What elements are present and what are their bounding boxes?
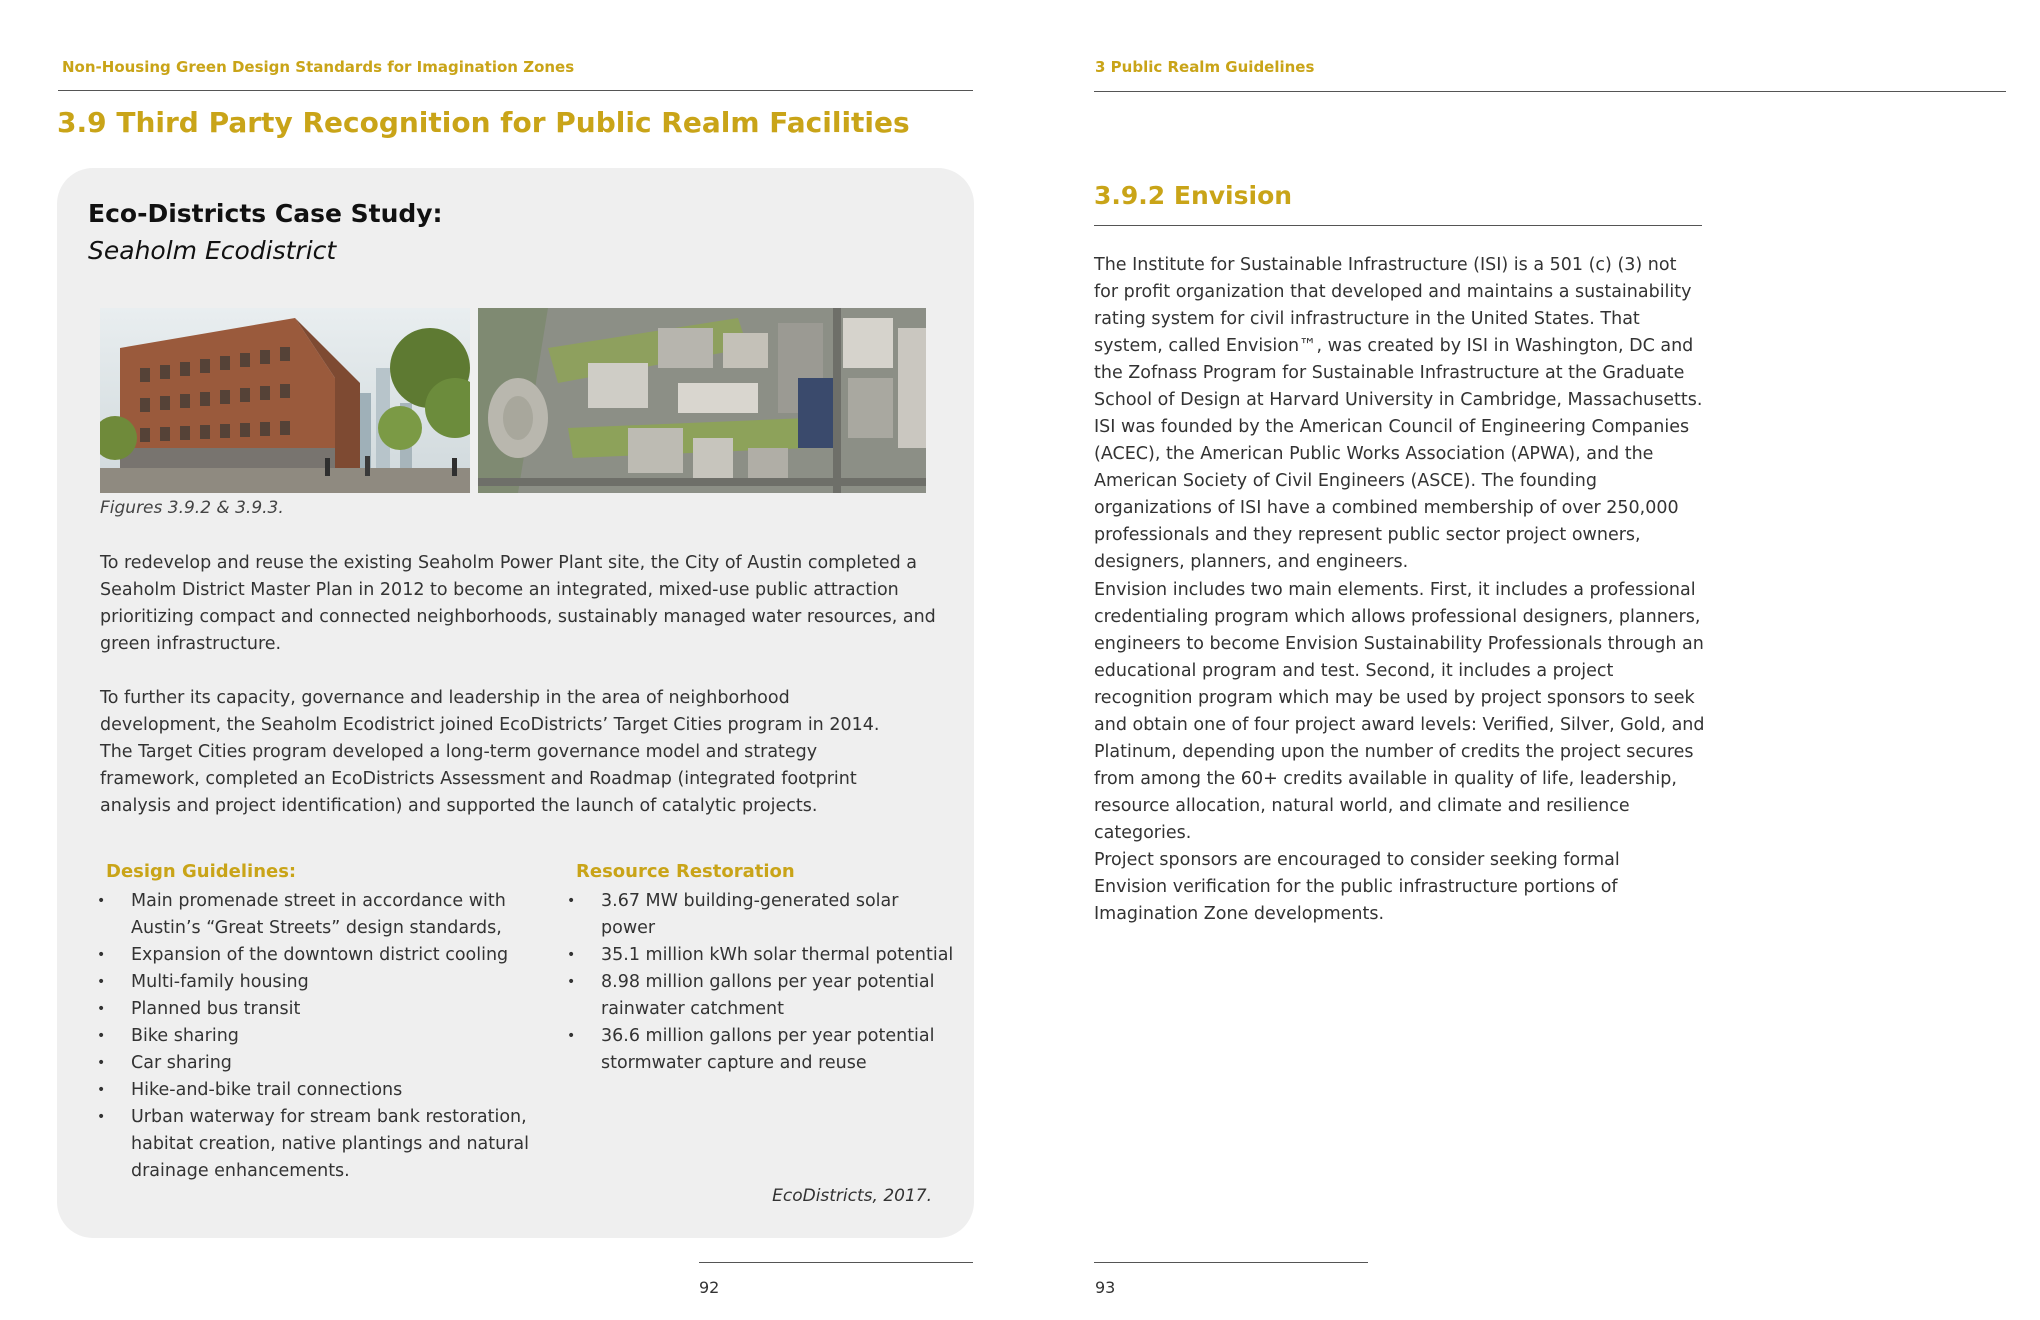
list-item: • Car sharing xyxy=(97,1050,537,1077)
source-credit: EcoDistricts, 2017. xyxy=(772,1186,932,1206)
seaholm-building-photo xyxy=(100,308,470,493)
left-footer-rule xyxy=(699,1262,973,1263)
design-guidelines-list xyxy=(97,888,537,1185)
list-item: • 8.98 million gallons per year potential rainwater catchment xyxy=(567,969,957,1023)
right-header-rule xyxy=(1094,91,2006,92)
case-study-paragraph-2: To further its capacity, governance and leadership in the area of neighborhood development, the Seaholm Ecodistrict joined EcoDistricts’ Target Cities program in 2014. The Target Cities program developed a long-term governance model and strategy framework, completed an EcoDistricts Assessment and Roadmap (integrated footprint analysis and project identification) and supported the launch of catalytic projects. xyxy=(100,688,880,816)
left-running-head: Non-Housing Green Design Standards for Imagination Zones xyxy=(62,58,575,76)
resource-restoration-heading: Resource Restoration xyxy=(576,861,795,882)
seaholm-aerial-photo xyxy=(478,308,926,493)
right-page-number: 93 xyxy=(1095,1278,1116,1297)
case-study-paragraph-1: To redevelop and reuse the existing Seaholm Power Plant site, the City of Austin completed a Seaholm District Master Plan in 2012 to become an integrated, mixed-use public attraction prioritizing compact and connected neighborhoods, sustainably managed water resources, and green infrastructure. xyxy=(100,553,936,654)
right-footer-rule xyxy=(1094,1262,1368,1263)
envision-paragraph-3: Project sponsors are encouraged to consider seeking formal Envision verification for the public infrastructure portions of Imagination Zone developments. xyxy=(1094,850,1620,924)
envision-paragraph-2: Envision includes two main elements. First, it includes a professional credentialing program which allows professional designers, planners, engineers to become Envision Sustainability Professionals through an educational program and test. Second, it includes a project recognition program which may be used by project sponsors to seek and obtain one of four project award levels: Verified, Silver, Gold, and Platinum, depending upon the number of credits the project secures from among the 60+ credits available in quality of life, leadership, resource allocation, natural world, and climate and resilience categories. xyxy=(1094,580,1705,843)
subsection-title: 3.9.2 Envision xyxy=(1094,181,1293,210)
case-study-title: Eco-Districts Case Study: xyxy=(88,199,443,228)
left-page-number: 92 xyxy=(699,1278,720,1297)
list-item: • Bike sharing xyxy=(97,1023,537,1050)
resource-restoration-list xyxy=(567,888,957,1077)
list-item: • Main promenade street in accordance with Austin’s “Great Streets” design standards, xyxy=(97,888,537,942)
case-study-subtitle: Seaholm Ecodistrict xyxy=(88,236,337,265)
design-guidelines-heading: Design Guidelines: xyxy=(106,861,297,882)
list-item: • Hike-and-bike trail connections xyxy=(97,1077,537,1104)
list-item: • Urban waterway for stream bank restoration, habitat creation, native plantings and natural drainage enhancements. xyxy=(97,1104,537,1185)
list-item: • 35.1 million kWh solar thermal potential xyxy=(567,942,957,969)
figure-caption: Figures 3.9.2 & 3.9.3. xyxy=(100,498,284,518)
envision-paragraph-1: The Institute for Sustainable Infrastructure (ISI) is a 501 (c) (3) not for profit organization that developed and maintains a sustainability rating system for civil infrastructure in the United States. That system, called Envision™, was created by ISI in Washington, DC and the Zofnass Program for Sustainable Infrastructure at the Graduate School of Design at Harvard University in Cambridge, Massachusetts. ISI was founded by the American Council of Engineering Companies (ACEC), the American Public Works Association (APWA), and the American Society of Civil Engineers (ASCE). The founding organizations of ISI have a combined membership of over 250,000 professionals and they represent public sector project owners, designers, planners, and engineers. xyxy=(1094,255,1703,572)
left-header-rule xyxy=(58,90,973,91)
section-title: 3.9 Third Party Recognition for Public Realm Facilities xyxy=(57,106,910,139)
subsection-rule xyxy=(1094,225,1702,226)
case-study-card xyxy=(57,168,974,1238)
list-item: • Expansion of the downtown district cooling xyxy=(97,942,537,969)
list-item: • 36.6 million gallons per year potential stormwater capture and reuse xyxy=(567,1023,957,1077)
list-item: • Planned bus transit xyxy=(97,996,537,1023)
list-item: • Multi-family housing xyxy=(97,969,537,996)
list-item: • 3.67 MW building-generated solar power xyxy=(567,888,957,942)
right-running-head: 3 Public Realm Guidelines xyxy=(1095,58,1315,76)
